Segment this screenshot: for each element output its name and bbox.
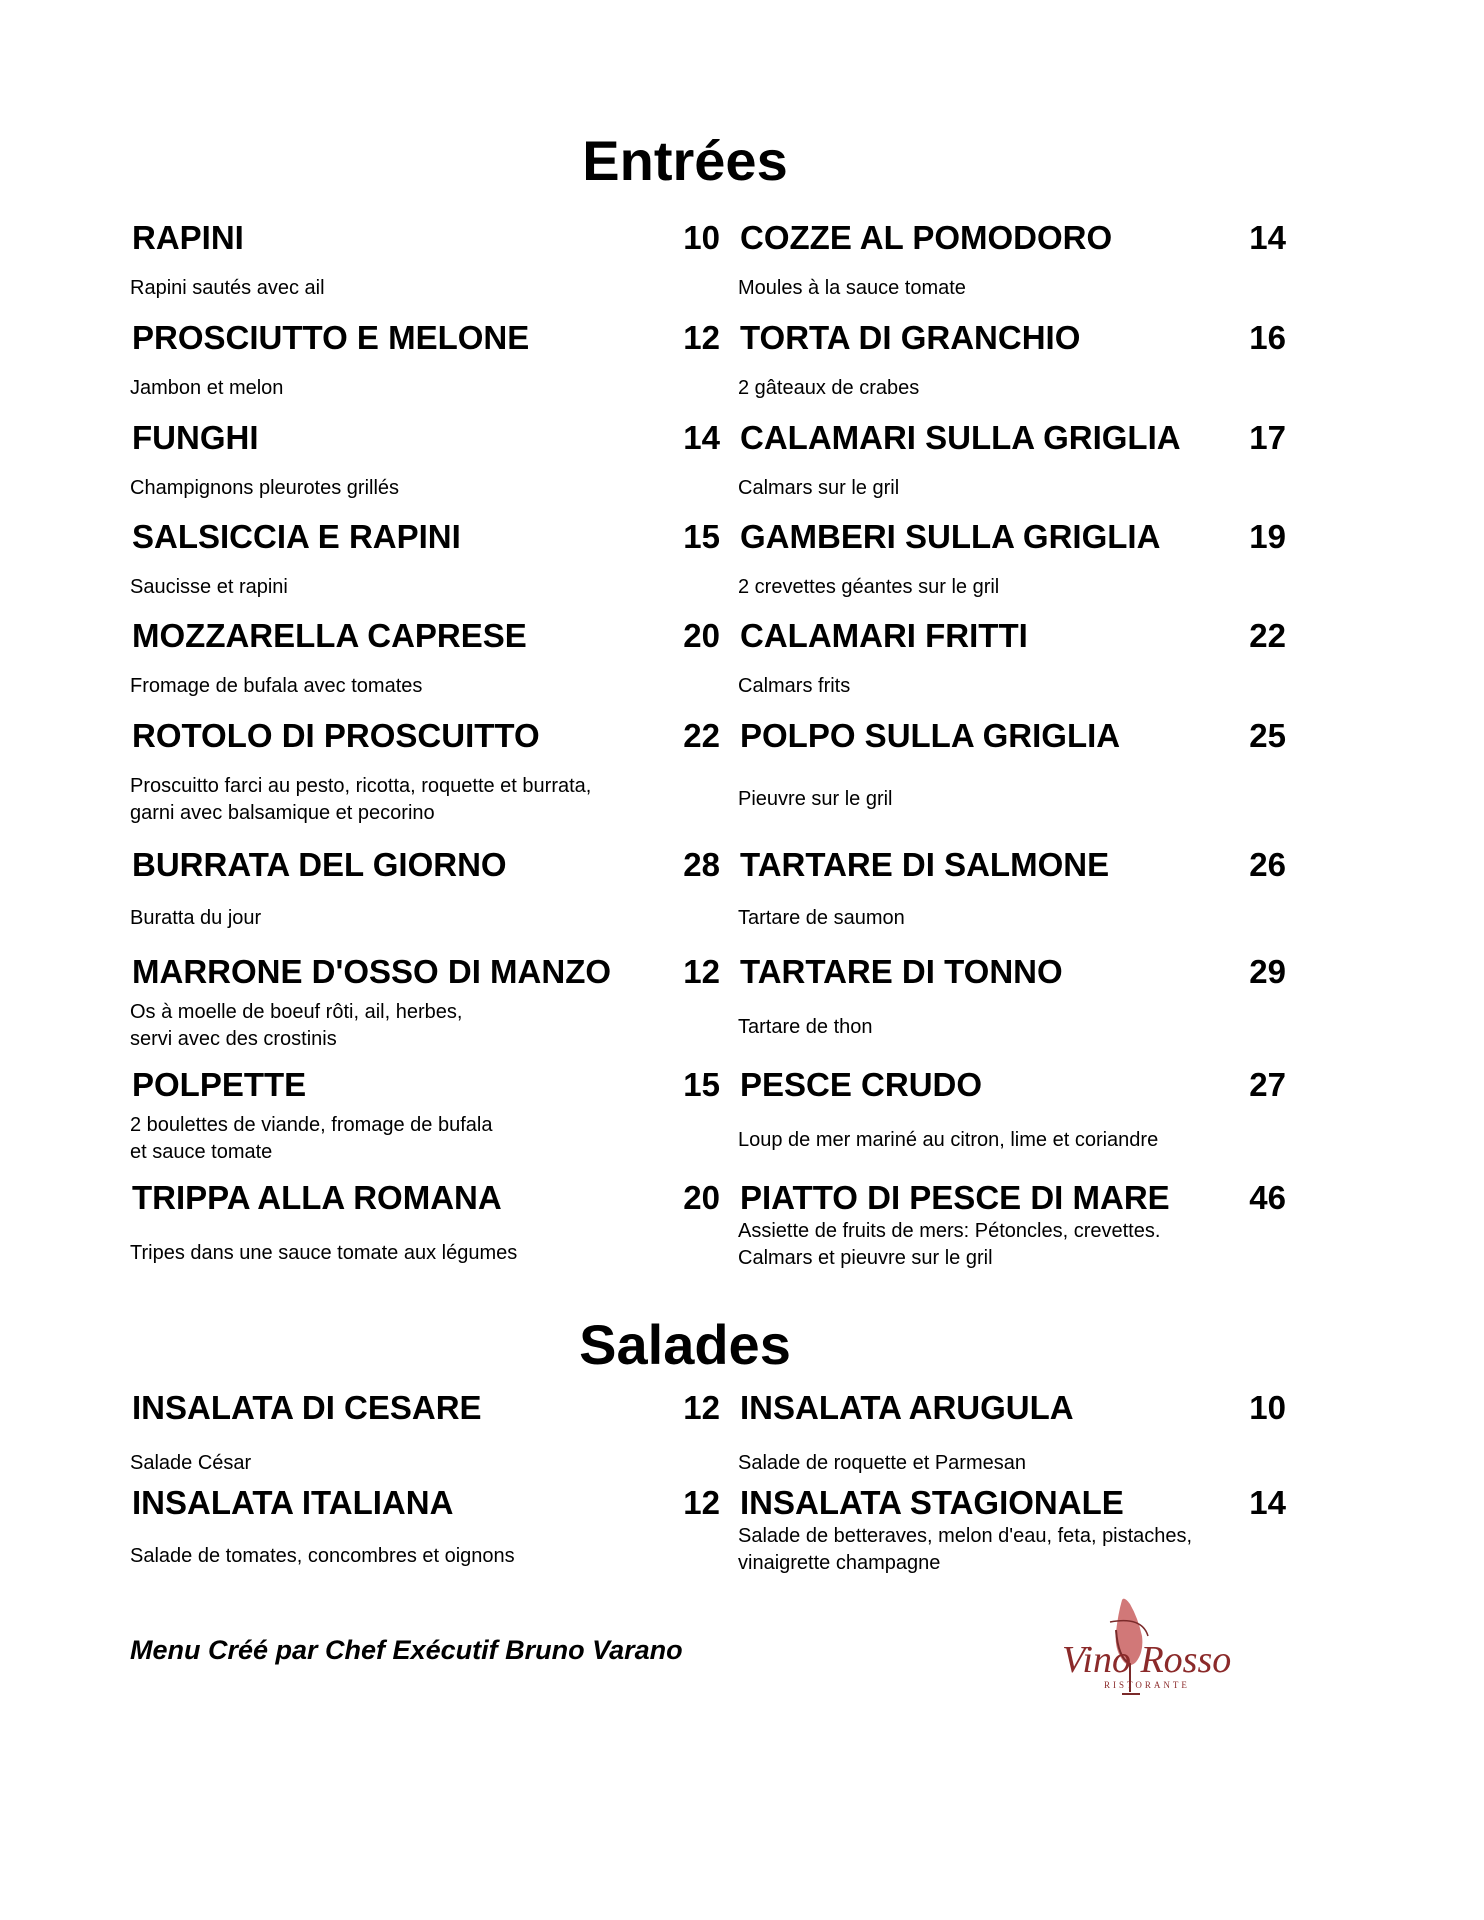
item-description: Buratta du jour bbox=[130, 907, 262, 929]
item-description: et sauce tomate bbox=[130, 1141, 273, 1163]
item-name: FUNGHI bbox=[132, 419, 259, 456]
item-name: POLPO SULLA GRIGLIA bbox=[740, 717, 1121, 754]
menu-item-burrata-del-giorno bbox=[130, 845, 720, 929]
menu-item-polpette bbox=[130, 1065, 720, 1163]
menu-item-calamari-fritti bbox=[738, 616, 1286, 697]
item-price: 28 bbox=[683, 846, 720, 883]
item-price: 10 bbox=[683, 219, 720, 256]
menu-item-polpo-sulla-griglia bbox=[738, 716, 1286, 810]
item-description: Jambon et melon bbox=[130, 377, 284, 399]
item-description: vinaigrette champagne bbox=[738, 1552, 941, 1574]
item-name: INSALATA DI CESARE bbox=[132, 1389, 482, 1426]
vino-rosso-logo bbox=[1052, 1592, 1232, 1710]
item-name: GAMBERI SULLA GRIGLIA bbox=[740, 518, 1161, 555]
item-description: Assiette de fruits de mers: Pétoncles, crevettes. bbox=[738, 1220, 1161, 1242]
item-price: 12 bbox=[683, 319, 720, 356]
item-description: 2 crevettes géantes sur le gril bbox=[738, 576, 1000, 598]
item-name: TORTA DI GRANCHIO bbox=[740, 319, 1081, 356]
item-description: Os à moelle de boeuf rôti, ail, herbes, bbox=[130, 1001, 463, 1023]
item-description: Tripes dans une sauce tomate aux légumes bbox=[130, 1242, 518, 1264]
item-name: MARRONE D'OSSO DI MANZO bbox=[132, 953, 612, 990]
item-name: TARTARE DI TONNO bbox=[740, 953, 1063, 990]
item-description: Calmars sur le gril bbox=[738, 477, 900, 499]
item-description: servi avec des crostinis bbox=[130, 1028, 337, 1050]
item-price: 14 bbox=[1249, 219, 1286, 256]
item-description: Champignons pleurotes grillés bbox=[130, 477, 400, 499]
item-name: INSALATA STAGIONALE bbox=[740, 1484, 1124, 1521]
menu-item-insalata-arugula bbox=[738, 1388, 1286, 1474]
menu-item-insalata-italiana bbox=[130, 1483, 720, 1567]
item-price: 29 bbox=[1249, 953, 1286, 990]
item-name: PIATTO DI PESCE DI MARE bbox=[740, 1179, 1170, 1216]
item-price: 22 bbox=[683, 717, 720, 754]
item-price: 16 bbox=[1249, 319, 1286, 356]
item-price: 20 bbox=[683, 1179, 720, 1216]
menu-item-gamberi-sulla-griglia bbox=[738, 517, 1286, 598]
item-name: INSALATA ITALIANA bbox=[132, 1484, 454, 1521]
item-name: PROSCIUTTO E MELONE bbox=[132, 319, 530, 356]
item-description: Proscuitto farci au pesto, ricotta, roquette et burrata, bbox=[130, 775, 592, 797]
menu-item-tartare-di-tonno bbox=[738, 952, 1286, 1038]
item-price: 12 bbox=[683, 1389, 720, 1426]
item-name: CALAMARI SULLA GRIGLIA bbox=[740, 419, 1181, 456]
item-description: Salade César bbox=[130, 1452, 252, 1474]
item-description: Salade de roquette et Parmesan bbox=[738, 1452, 1026, 1474]
item-name: INSALATA ARUGULA bbox=[740, 1389, 1074, 1426]
item-price: 12 bbox=[683, 953, 720, 990]
item-price: 14 bbox=[683, 419, 720, 456]
item-price: 25 bbox=[1249, 717, 1286, 754]
item-name: TARTARE DI SALMONE bbox=[740, 846, 1110, 883]
item-price: 15 bbox=[683, 1066, 720, 1103]
menu-item-rotolo-di-proscuitto bbox=[130, 716, 720, 824]
item-price: 19 bbox=[1249, 518, 1286, 555]
item-description: Tartare de thon bbox=[738, 1016, 873, 1038]
item-name: MOZZARELLA CAPRESE bbox=[132, 617, 527, 654]
item-price: 20 bbox=[683, 617, 720, 654]
menu-item-insalata-di-cesare bbox=[130, 1388, 720, 1474]
item-price: 15 bbox=[683, 518, 720, 555]
item-description: Pieuvre sur le gril bbox=[738, 788, 893, 810]
menu-item-funghi bbox=[130, 418, 720, 499]
item-name: SALSICCIA E RAPINI bbox=[132, 518, 461, 555]
item-price: 12 bbox=[683, 1484, 720, 1521]
logo-subtitle: RISTORANTE bbox=[1104, 1680, 1190, 1690]
menu-item-calamari-sulla-griglia bbox=[738, 418, 1286, 499]
item-name: CALAMARI FRITTI bbox=[740, 617, 1028, 654]
menu-item-mozzarella-caprese bbox=[130, 616, 720, 697]
item-description: Salade de betteraves, melon d'eau, feta, pistaches, bbox=[738, 1525, 1193, 1547]
item-price: 22 bbox=[1249, 617, 1286, 654]
menu-item-trippa-alla-romana bbox=[130, 1178, 720, 1264]
item-description: Loup de mer mariné au citron, lime et coriandre bbox=[738, 1129, 1159, 1151]
menu-item-pesce-crudo bbox=[738, 1065, 1286, 1151]
menu-item-insalata-stagionale bbox=[738, 1483, 1286, 1574]
entrees-title: Entrées bbox=[582, 129, 788, 192]
item-price: 14 bbox=[1249, 1484, 1286, 1521]
item-name: TRIPPA ALLA ROMANA bbox=[132, 1179, 502, 1216]
item-name: POLPETTE bbox=[132, 1066, 307, 1103]
menu-item-cozze-al-pomodoro bbox=[738, 218, 1286, 299]
item-description: Salade de tomates, concombres et oignons bbox=[130, 1545, 515, 1567]
salades-title: Salades bbox=[579, 1313, 791, 1376]
item-description: Tartare de saumon bbox=[738, 907, 905, 929]
item-name: COZZE AL POMODORO bbox=[740, 219, 1113, 256]
menu-item-torta-di-granchio bbox=[738, 318, 1286, 399]
menu-item-rapini bbox=[130, 218, 720, 299]
item-description: Rapini sautés avec ail bbox=[130, 277, 325, 299]
item-name: BURRATA DEL GIORNO bbox=[132, 846, 507, 883]
menu-item-piatto-di-pesce-di-mare bbox=[738, 1178, 1286, 1269]
menu-item-tartare-di-salmone bbox=[738, 845, 1286, 929]
item-description: Fromage de bufala avec tomates bbox=[130, 675, 423, 697]
chef-credit: Menu Créé par Chef Exécutif Bruno Varano bbox=[130, 1635, 683, 1665]
item-price: 46 bbox=[1249, 1179, 1286, 1216]
item-name: PESCE CRUDO bbox=[740, 1066, 983, 1103]
item-price: 27 bbox=[1249, 1066, 1286, 1103]
item-description: 2 boulettes de viande, fromage de bufala bbox=[130, 1114, 493, 1136]
item-price: 17 bbox=[1249, 419, 1286, 456]
menu-item-salsiccia-e-rapini bbox=[130, 517, 720, 598]
menu-item-prosciutto-e-melone bbox=[130, 318, 720, 399]
item-description: Calmars et pieuvre sur le gril bbox=[738, 1247, 993, 1269]
logo-wordmark: Vino Rosso bbox=[1062, 1639, 1232, 1681]
item-description: garni avec balsamique et pecorino bbox=[130, 802, 435, 824]
item-description: Moules à la sauce tomate bbox=[738, 277, 966, 299]
item-name: RAPINI bbox=[132, 219, 244, 256]
item-name: ROTOLO DI PROSCUITTO bbox=[132, 717, 540, 754]
menu-item-marrone-d-osso-di-manzo bbox=[130, 952, 720, 1050]
item-description: Saucisse et rapini bbox=[130, 576, 288, 598]
item-description: Calmars frits bbox=[738, 675, 851, 697]
item-price: 10 bbox=[1249, 1389, 1286, 1426]
item-price: 26 bbox=[1249, 846, 1286, 883]
item-description: 2 gâteaux de crabes bbox=[738, 377, 920, 399]
